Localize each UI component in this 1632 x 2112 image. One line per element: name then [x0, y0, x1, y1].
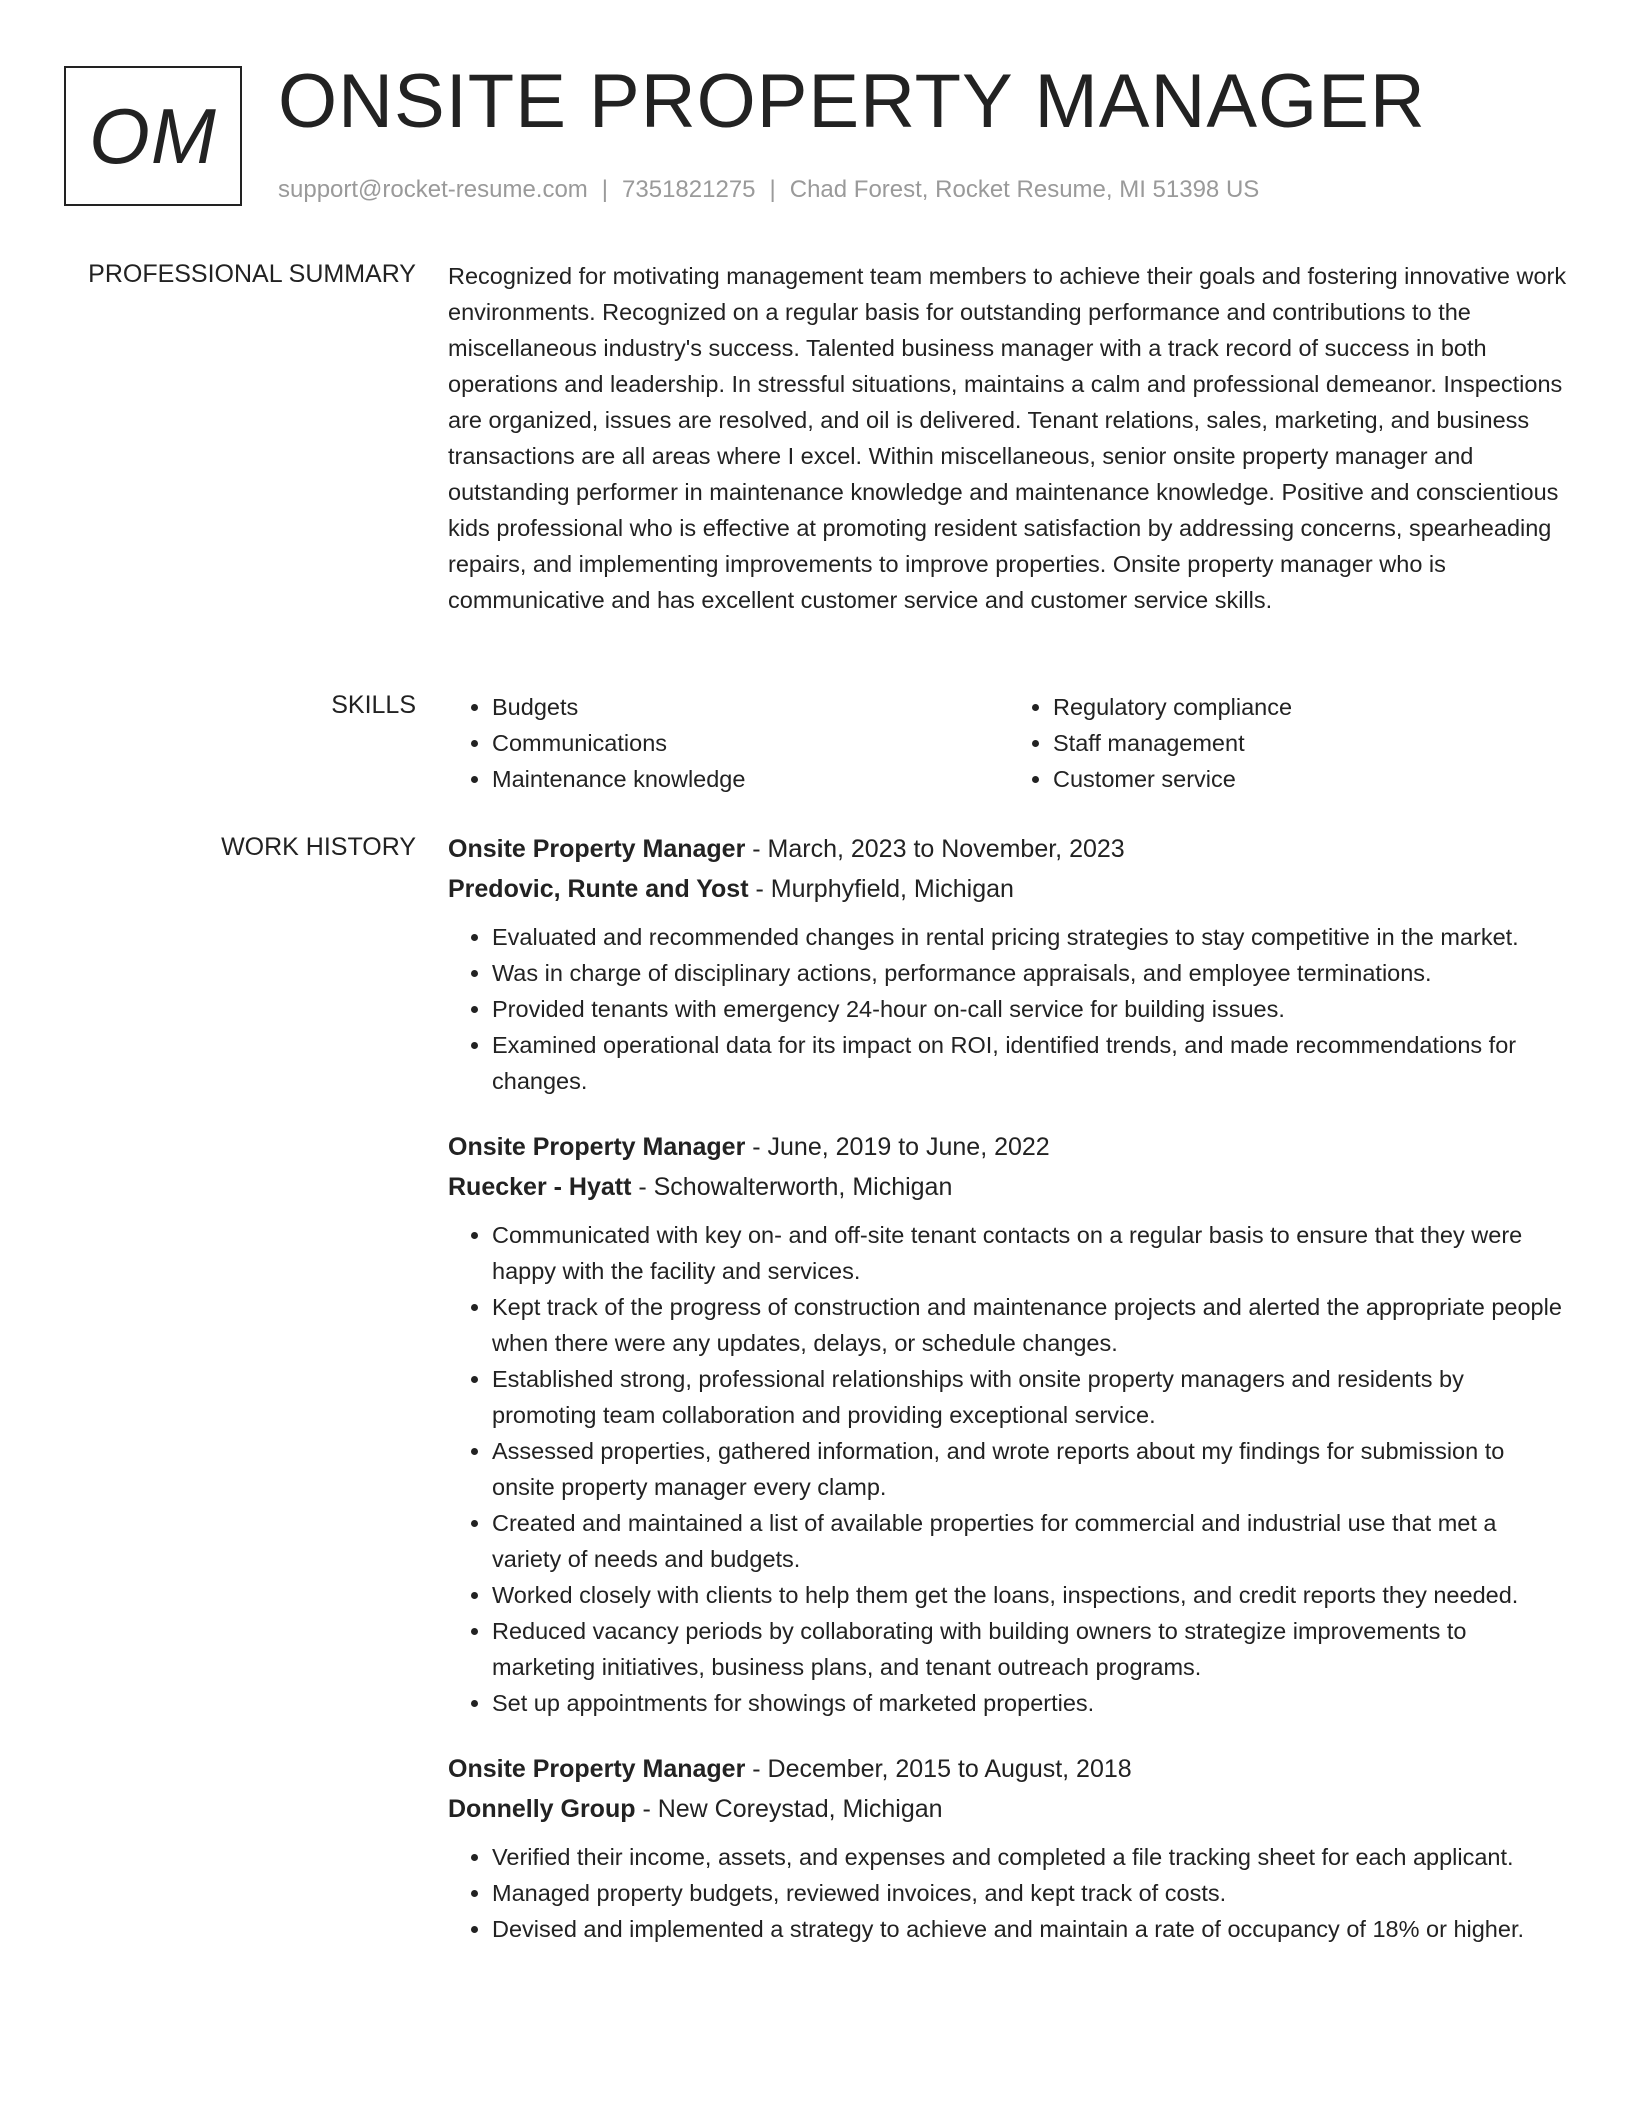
job-bullet-list: [448, 1217, 1570, 1721]
job-company: Ruecker - Hyatt: [448, 1173, 632, 1201]
job-company-line: [448, 1789, 1570, 1829]
contact-separator: |: [601, 176, 609, 203]
job-location: - Schowalterworth, Michigan: [631, 1173, 953, 1201]
work-history-body: [448, 829, 1570, 1975]
job-bullet: • Worked closely with clients to help them get the loans, inspections, and credit reports they needed.: [492, 1577, 1570, 1613]
skills-grid: [448, 689, 1570, 797]
job-dates: - June, 2019 to June, 2022: [745, 1133, 1050, 1161]
skills-heading: SKILLS: [331, 691, 416, 719]
job-title-line: [448, 829, 1570, 869]
job-entry: [448, 829, 1570, 1099]
skill-item: • Communications: [492, 725, 1009, 761]
contact-address: Chad Forest, Rocket Resume, MI 51398 US: [789, 176, 1260, 203]
job-bullet: • Established strong, professional relationships with onsite property managers and residents by promoting team collaboration and providing exceptional service.: [492, 1361, 1570, 1433]
job-company: Predovic, Runte and Yost: [448, 875, 749, 903]
job-bullet: • Created and maintained a list of available properties for commercial and industrial use that met a variety of needs and budgets.: [492, 1505, 1570, 1577]
contact-phone: 7351821275: [622, 176, 756, 203]
job-bullet: • Reduced vacancy periods by collaborating with building owners to strategize improvements to marketing initiatives, business plans, and tenant outreach programs.: [492, 1613, 1570, 1685]
skill-item: • Regulatory compliance: [1053, 689, 1570, 725]
skill-item: • Staff management: [1053, 725, 1570, 761]
skill-item: • Maintenance knowledge: [492, 761, 1009, 797]
job-bullet-list: [448, 919, 1570, 1099]
job-bullet: • Assessed properties, gathered information, and wrote reports about my findings for submission to onsite property manager every clamp.: [492, 1433, 1570, 1505]
work-history-heading: WORK HISTORY: [221, 833, 416, 861]
job-bullet: • Provided tenants with emergency 24-hour on-call service for building issues.: [492, 991, 1570, 1027]
skill-item: • Customer service: [1053, 761, 1570, 797]
job-title: Onsite Property Manager: [448, 1755, 746, 1783]
resume-title: ONSITE PROPERTY MANAGER: [278, 59, 1426, 144]
initials-text: OM: [89, 91, 217, 180]
job-title-line: [448, 1749, 1570, 1789]
job-dates: - December, 2015 to August, 2018: [745, 1755, 1132, 1783]
summary-text: Recognized for motivating management team members to achieve their goals and fostering innovative work environments. Recognized on a regular basis for outstanding performance and contributions to the miscellaneous industry's success. Talented business manager with a track record of success in both operations and leadership. In stressful situations, maintains a calm and professional demeanor. Inspections are organized, issues are resolved, and oil is delivered. Tenant relations, sales, marketing, and business transactions are all areas where I excel. Within miscellaneous, senior onsite property manager and outstanding performer in maintenance knowledge and maintenance knowledge. Positive and conscientious kids professional who is effective at promoting resident satisfaction by addressing concerns, spearheading repairs, and implementing improvements to improve properties. Onsite property manager who is communicative and has excellent customer service and customer service skills.: [448, 263, 1567, 613]
job-title: Onsite Property Manager: [448, 1133, 746, 1161]
job-company-line: [448, 869, 1570, 909]
skill-item: • Budgets: [492, 689, 1009, 725]
job-bullet: • Was in charge of disciplinary actions, performance appraisals, and employee terminations.: [492, 955, 1570, 991]
contact-line: [278, 176, 1259, 204]
job-entry: [448, 1127, 1570, 1721]
skills-column-left: [448, 689, 1009, 797]
contact-email: support@rocket-resume.com: [278, 176, 588, 203]
job-bullet-list: [448, 1839, 1570, 1947]
job-bullet: • Evaluated and recommended changes in rental pricing strategies to stay competitive in the market.: [492, 919, 1570, 955]
summary-body: [448, 258, 1570, 618]
contact-separator: |: [769, 176, 776, 203]
skills-body: [448, 689, 1570, 797]
skills-column-right: [1009, 689, 1570, 797]
job-entry: [448, 1749, 1570, 1947]
job-location: - New Coreystad, Michigan: [635, 1795, 943, 1823]
job-location: - Murphyfield, Michigan: [748, 875, 1014, 903]
job-bullet: • Devised and implemented a strategy to achieve and maintain a rate of occupancy of 18% or higher.: [492, 1911, 1570, 1947]
initials-monogram: [64, 66, 242, 206]
job-title-line: [448, 1127, 1570, 1167]
job-company: Donnelly Group: [448, 1795, 636, 1823]
job-bullet: • Verified their income, assets, and expenses and completed a file tracking sheet for each applicant.: [492, 1839, 1570, 1875]
job-bullet: • Set up appointments for showings of marketed properties.: [492, 1685, 1570, 1721]
job-bullet: • Kept track of the progress of construction and maintenance projects and alerted the appropriate people when there were any updates, delays, or schedule changes.: [492, 1289, 1570, 1361]
job-title: Onsite Property Manager: [448, 835, 746, 863]
summary-heading: PROFESSIONAL SUMMARY: [88, 260, 416, 288]
job-dates: - March, 2023 to November, 2023: [745, 835, 1125, 863]
job-bullet: • Managed property budgets, reviewed invoices, and kept track of costs.: [492, 1875, 1570, 1911]
job-bullet: • Communicated with key on- and off-site tenant contacts on a regular basis to ensure that they were happy with the facility and services.: [492, 1217, 1570, 1289]
job-bullet: • Examined operational data for its impact on ROI, identified trends, and made recommendations for changes.: [492, 1027, 1570, 1099]
job-company-line: [448, 1167, 1570, 1207]
